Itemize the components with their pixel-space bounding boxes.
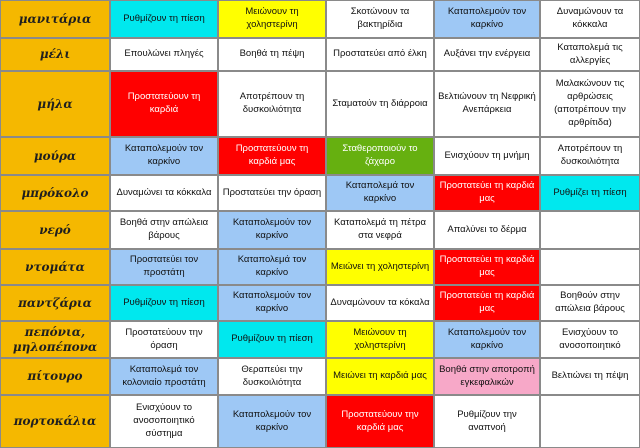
benefit-text: Προστατεύει τη καρδιά μας [439, 254, 535, 278]
benefit-text: Καταπολεμούν τον καρκίνο [124, 143, 204, 167]
food-name: μέλι [39, 47, 71, 62]
benefit-text: Δυναμώνουν τα κόκαλα [330, 296, 430, 308]
benefit-cell [110, 249, 218, 285]
benefit-text: Μειώνουν τη χοληστερίνη [353, 326, 407, 351]
benefit-text: Καταπολεμούν τον καρκίνο [232, 408, 312, 433]
benefit-cell [540, 0, 640, 38]
benefit-cell [434, 395, 540, 448]
benefit-text: Ρυθμίζουν τη πίεση [123, 12, 205, 24]
benefit-cell [326, 285, 434, 321]
benefit-text: Ενισχύουν τη μνήμη [444, 149, 530, 161]
benefit-cell [326, 71, 434, 137]
benefit-cell [218, 175, 326, 211]
benefit-cell [218, 71, 326, 137]
food-name-cell [0, 38, 110, 71]
benefit-cell [434, 321, 540, 358]
food-name: μπρόκολο [21, 185, 89, 200]
food-name-cell [0, 285, 110, 321]
benefit-text: Ρυθμίζουν τη πίεση [123, 296, 205, 308]
benefit-cell [110, 38, 218, 71]
benefit-text: Σκοτώνουν τα βακτηρίδια [350, 6, 410, 30]
benefit-text: Μειώνουν τη χοληστερίνη [245, 6, 299, 30]
food-name: πεπόνια, μηλοπέπονα [12, 325, 98, 354]
food-name-cell [0, 321, 110, 358]
benefit-text: Μειώνει τη καρδιά μας [333, 370, 427, 382]
benefit-text: Μειώνει τη χοληστερίνη [330, 260, 430, 272]
benefit-text: Προστατεύουν τη καρδιά μας [235, 143, 309, 167]
benefit-text: Βοηθά τη πέψη [239, 48, 305, 60]
benefit-cell [218, 395, 326, 448]
benefit-cell [540, 175, 640, 211]
food-name: πίτουρο [27, 369, 83, 384]
benefit-text: Ενισχύουν το ανοσοποιητικό σύστημα [133, 402, 195, 439]
benefit-cell [434, 71, 540, 137]
benefit-cell [540, 395, 640, 448]
benefit-cell [218, 358, 326, 395]
benefit-cell [326, 0, 434, 38]
benefit-cell [326, 358, 434, 395]
benefit-text: Ρυθμίζουν τη πίεση [231, 333, 313, 345]
benefit-text: Καταπολεμά τις αλλεργίες [557, 41, 623, 66]
benefit-text: Δυναμώνουν τα κόκκαλα [556, 6, 624, 30]
benefit-cell [110, 285, 218, 321]
food-name-cell [0, 175, 110, 211]
benefit-cell [218, 211, 326, 249]
benefit-cell [326, 395, 434, 448]
benefit-text: Βελτιώνει τη πέψη [551, 370, 629, 382]
food-name: ντομάτα [25, 259, 85, 274]
benefit-text: Αυξάνει την ενέργεια [443, 48, 531, 60]
benefit-text: Καταπολεμά τον καρκίνο [237, 254, 307, 278]
benefit-cell [218, 38, 326, 71]
benefit-cell [434, 0, 540, 38]
benefit-cell [434, 137, 540, 175]
food-name: μανιτάρια [18, 11, 92, 26]
benefit-cell [110, 395, 218, 448]
benefit-cell [110, 71, 218, 137]
benefit-text: Αποτρέπουν τη δυσκοιλιότητα [239, 91, 305, 115]
benefit-cell [218, 249, 326, 285]
food-name: πορτοκάλια [13, 414, 97, 429]
benefit-cell [540, 285, 640, 321]
benefit-cell [434, 249, 540, 285]
benefit-cell [434, 211, 540, 249]
benefit-cell [434, 285, 540, 321]
benefit-text: Βοηθά στην αποτροπή εγκεφαλικών [439, 363, 535, 388]
benefit-text: Προστατεύει τον προστάτη [129, 254, 199, 278]
benefit-cell [110, 358, 218, 395]
food-name-cell [0, 71, 110, 137]
food-name-cell [0, 395, 110, 448]
benefit-text: Αποτρέπουν τη δυσκοιλιότητα [557, 143, 623, 167]
food-name: μήλα [37, 96, 73, 111]
benefit-text: Δυναμώνει τα κόκκαλα [116, 186, 212, 198]
benefit-cell [110, 0, 218, 38]
benefit-text: Προστατεύει την όραση [222, 186, 322, 198]
benefit-text: Καταπολεμούν τον καρκίνο [232, 290, 312, 314]
benefit-text: Καταπολεμά τον καρκίνο [345, 180, 415, 204]
benefit-text: Προστατεύει τη καρδιά μας [439, 180, 535, 204]
food-name-cell [0, 0, 110, 38]
food-name-cell [0, 358, 110, 395]
benefit-cell [110, 137, 218, 175]
benefit-cell [218, 321, 326, 358]
benefit-text: Βοηθούν στην απώλεια βάρους [555, 290, 625, 314]
benefit-cell [540, 211, 640, 249]
food-name-cell [0, 211, 110, 249]
benefit-text: Καταπολεμούν τον καρκίνο [447, 326, 527, 351]
benefit-cell [540, 38, 640, 71]
benefit-cell [110, 175, 218, 211]
benefit-text: Βοηθά στην απώλεια βάρους [119, 217, 209, 241]
benefit-text: Καταπολεμούν τον καρκίνο [447, 6, 527, 30]
benefit-cell [218, 285, 326, 321]
benefit-cell [540, 249, 640, 285]
food-name: μούρα [33, 148, 77, 163]
benefit-text: Καταπολεμούν τον καρκίνο [232, 217, 312, 241]
benefit-cell [326, 211, 434, 249]
benefit-cell [434, 358, 540, 395]
benefit-cell [540, 137, 640, 175]
benefit-text: Ρυθμίζουν την αναπνοή [457, 408, 517, 433]
benefit-cell [326, 137, 434, 175]
benefit-cell [110, 321, 218, 358]
benefit-text: Καταπολεμά τη πέτρα στα νεφρά [333, 217, 427, 241]
food-name-cell [0, 249, 110, 285]
benefit-cell [540, 358, 640, 395]
benefit-text: Προστατεύουν την όραση [125, 326, 203, 351]
benefit-text: Καταπολεμά τον κολονιαίο προστάτη [122, 363, 206, 388]
benefit-cell [540, 321, 640, 358]
benefit-cell [110, 211, 218, 249]
benefit-text: Βελτιώνουν τη Νεφρική Ανεπάρκεια [438, 91, 536, 115]
benefit-text: Προστατεύουν την καρδιά μας [341, 408, 419, 433]
food-name: παντζάρια [18, 295, 92, 310]
benefit-text: Προστατεύουν τη καρδιά [127, 91, 201, 115]
benefit-text: Θεραπεύει την δυσκοιλιότητα [241, 363, 303, 388]
benefit-cell [326, 38, 434, 71]
benefit-cell [326, 321, 434, 358]
benefit-text: Ενισχύουν το ανοσοποιητικό [559, 326, 621, 351]
benefit-cell [540, 71, 640, 137]
benefit-cell [326, 175, 434, 211]
benefit-cell [218, 0, 326, 38]
benefit-text: Ρυθμίζει τη πίεση [553, 186, 627, 198]
benefit-cell [434, 38, 540, 71]
benefit-cell [434, 175, 540, 211]
benefit-text: Μαλακώνουν τις αρθρώσεις (αποτρέπουν την αρθρίτιδα) [554, 78, 626, 128]
benefit-text: Επουλώνει πληγές [124, 48, 204, 60]
benefit-text: Σταθεροποιούν το ζάχαρο [342, 143, 418, 167]
food-name: νερό [39, 222, 71, 237]
benefit-cell [218, 137, 326, 175]
benefit-text: Προστατεύει από έλκη [333, 48, 427, 60]
benefit-text: Προστατεύει τη καρδιά μας [439, 290, 535, 314]
benefit-text: Απαλύνει το δέρμα [447, 223, 527, 235]
food-name-cell [0, 137, 110, 175]
benefit-text: Σταματούν τη διάρροια [332, 97, 428, 109]
benefit-cell [326, 249, 434, 285]
